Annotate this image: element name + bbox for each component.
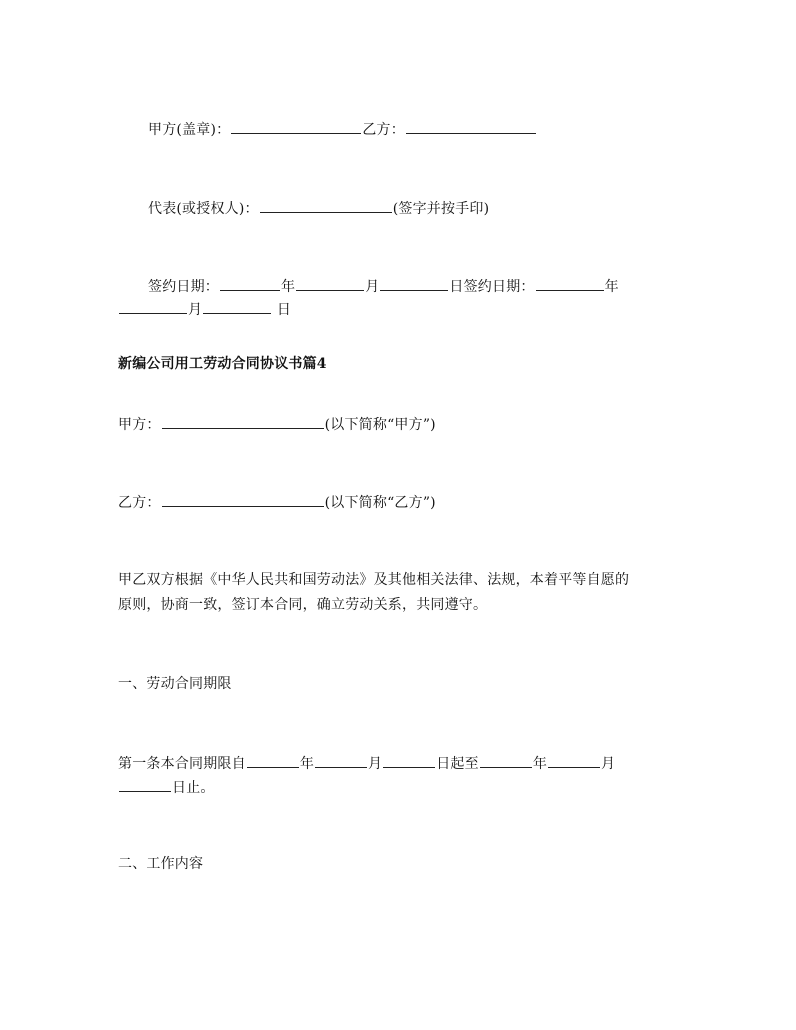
start-month-blank[interactable] xyxy=(315,752,367,768)
sign-date-a-year-blank[interactable] xyxy=(220,275,280,291)
section-title: 新编公司用工劳动合同协议书篇4 xyxy=(118,356,327,372)
start-year-blank[interactable] xyxy=(247,752,299,768)
representative-blank[interactable] xyxy=(260,197,392,213)
year-label: 年 xyxy=(281,279,296,295)
term-heading: 一、劳动合同期限 xyxy=(118,676,232,692)
sign-date-a-month-blank[interactable] xyxy=(296,275,364,291)
article-1-end: 日止。 xyxy=(172,780,215,796)
month-label: 月 xyxy=(601,756,616,772)
party-a-seal-blank[interactable] xyxy=(231,118,361,134)
day-label: 日 xyxy=(276,302,292,318)
party-b-blank[interactable] xyxy=(406,118,536,134)
article-1-line xyxy=(118,752,615,774)
representative-label: 代表(或授权人)： xyxy=(148,201,259,217)
end-year-blank[interactable] xyxy=(480,752,532,768)
start-day-blank[interactable] xyxy=(383,752,435,768)
year-label: 年 xyxy=(604,279,619,295)
party-a-label: 甲方： xyxy=(118,417,161,433)
party-b-line xyxy=(118,491,436,513)
sign-date-b-month-blank[interactable] xyxy=(119,298,187,314)
party-b-suffix: (以下简称“乙方”) xyxy=(324,495,436,511)
sign-date-line xyxy=(148,275,619,297)
end-month-blank[interactable] xyxy=(548,752,600,768)
party-b-blank[interactable] xyxy=(162,491,324,507)
end-day-blank[interactable] xyxy=(119,776,171,792)
work-heading: 二、工作内容 xyxy=(118,856,204,872)
party-a-suffix: (以下简称“甲方”) xyxy=(324,417,436,433)
intro-paragraph-line-2: 原则，协商一致，签订本合同，确立劳动关系，共同遵守。 xyxy=(118,597,488,613)
sign-date-a-day-blank[interactable] xyxy=(380,275,448,291)
party-a-blank[interactable] xyxy=(162,413,324,429)
representative-line xyxy=(148,197,489,219)
party-a-seal-label: 甲方(盖章)： xyxy=(148,122,231,138)
party-b-label: 乙方： xyxy=(118,495,161,511)
party-b-label: 乙方： xyxy=(362,122,405,138)
year-label: 年 xyxy=(299,756,315,772)
month-label: 月 xyxy=(188,302,203,318)
month-label: 月 xyxy=(365,279,380,295)
month-label: 月 xyxy=(368,756,383,772)
sign-date-label-a: 签约日期： xyxy=(148,279,219,295)
article-1-line-cont xyxy=(118,776,215,798)
year-label: 年 xyxy=(532,756,548,772)
intro-paragraph-line-1: 甲乙双方根据《中华人民共和国劳动法》及其他相关法律、法规，本着平等自愿的 xyxy=(118,572,630,588)
sign-date-b-day-blank[interactable] xyxy=(203,298,271,314)
party-a-line xyxy=(118,413,436,435)
day-sign-date-label-b: 日签约日期： xyxy=(449,279,535,295)
sign-date-b-year-blank[interactable] xyxy=(536,275,604,291)
sign-date-line-cont xyxy=(118,298,291,320)
representative-suffix: (签字并按手印) xyxy=(392,201,490,217)
party-a-seal-line xyxy=(148,118,537,140)
day-to-label: 日起至 xyxy=(436,756,479,772)
article-1-prefix: 第一条本合同期限自 xyxy=(118,756,246,772)
